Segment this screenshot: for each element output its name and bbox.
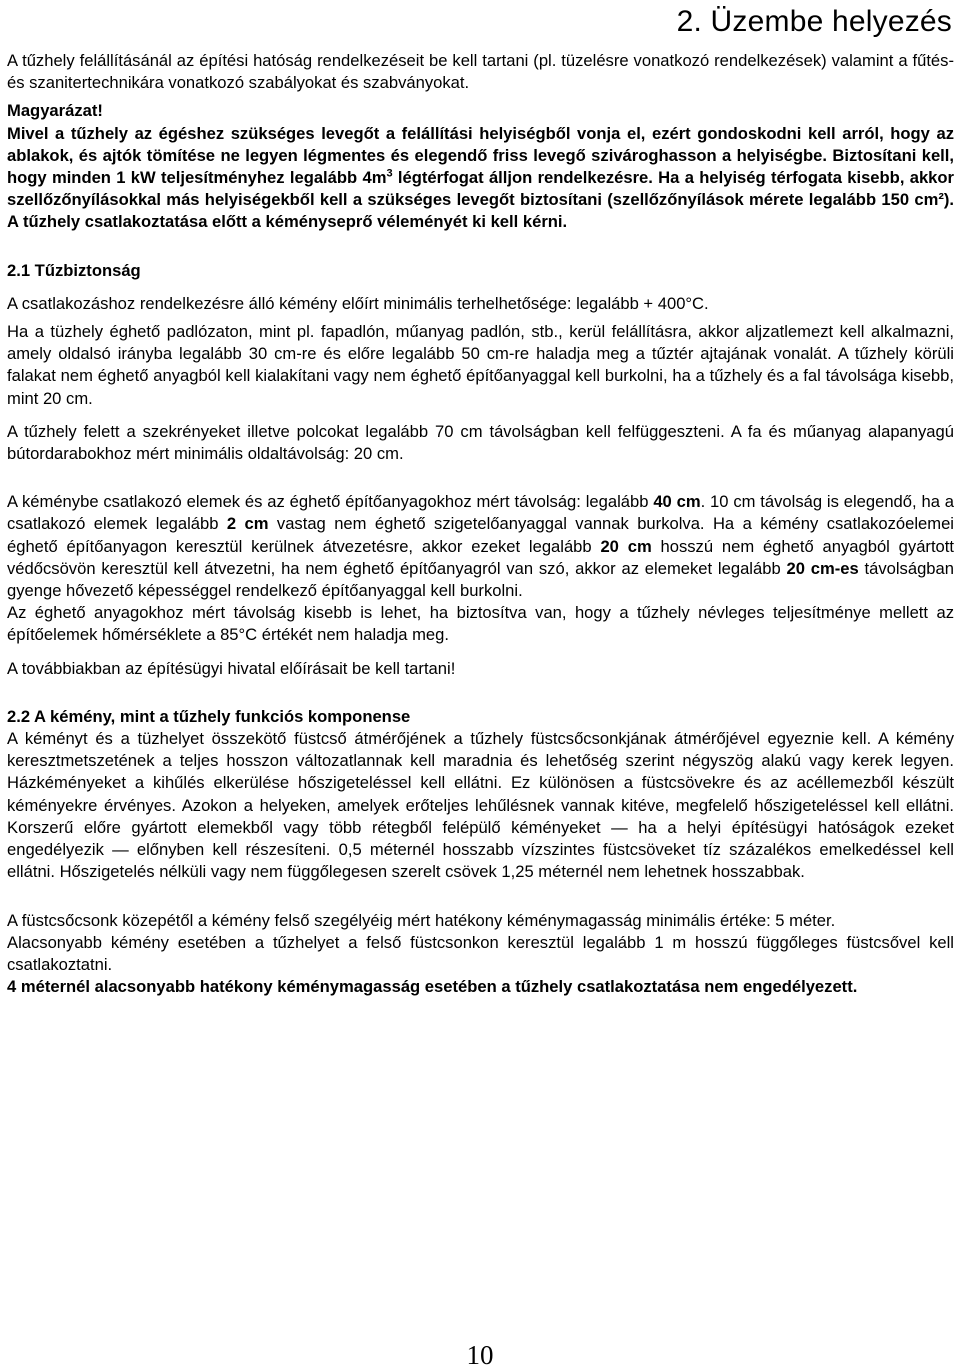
section-2-1-paragraph-6: A továbbiakban az építésügyi hivatal előírásait be kell tartani! [7,658,456,678]
section-2-2-paragraph-3: Alacsonyabb kémény esetében a tűzhelyet a felső füstcsonkon keresztül legalább 1 m hosszú függőleges füstcsővel kell csatlakoztatni. [7,932,954,974]
chapter-title: 2. Üzembe helyezés [676,5,952,38]
p4-text-i: távolságban gyenge hővezető képességgel rendelkező építőanyaggal kell burkolni. [7,558,954,601]
p4-value-40cm: 40 cm [653,492,701,512]
section-2-2-paragraph-4: 4 méternél alacsonyabb hatékony kéménymagasság esetében a tűzhely csatlakoztatása nem engedélyezett. [7,977,858,997]
superscript-exponent: 3 [386,167,393,180]
section-2-2-paragraph-1: A kéményt és a tüzhelyet összekötő füstcső átmérőjének a tűzhely füstcsőcsonkjának átmérőjével egyeznie kell. A kémény keresztmetszetének a teljes hosszon változatlannak kell maradnia és lehetőség szerint négyszög alakú vagy kerek legyen. Házkéményeket a kihűlés elkerülése hőszigeteléssel kell ellátni. Ez különösen a füstcsövekre és az acéllemezből készült kéményekre érvényes. Azokon a helyeken, amelyek erőteljes lehűlésnek vannak kitéve, megfelelő hőszigeteléssel kell ellátni. Korszerű előre gyártott elemekből vagy több rétegből felépülő kéményeket — ha a helyi építésügyi hatóságok ezeket engedélyezik — előnyben kell részesíteni. 0,5 méternél hosszabb vízszintes füstcsöveket tíz százalékos emelkedéssel kell ellátni. Hőszigetelés nélküli vagy nem függőlegesen szerelt csövek 1,25 méternél nem lehetnek hosszabbak. [7,729,954,882]
document-body [7,50,954,998]
section-2-1-paragraph-1: A csatlakozáshoz rendelkezésre álló kémény előírt minimális terhelhetősége: legalább + 400°C. [7,293,709,313]
explanation-heading: Magyarázat! [7,101,103,121]
section-2-1-paragraph-2: Ha a tüzhely éghető padlózaton, mint pl. fapadlón, műanyag padlón, stb., kerül felállításra, akkor aljzatlemezt kell alkalmazni, amely oldalsó irányba legalább 30 cm-re és előre legalább 50 cm-re haladja meg a tűztér ajtajának vonalát. A tűzhely körüli falakat nem éghető anyagból kell kialakítani vagy nem éghető építőanyaggal kell burkolni, ha a tűzhely és a fal távolsága kisebb, mint 20 cm. [7,322,954,408]
p4-value-2cm: 2 cm [226,514,269,534]
p4-text-a: A kéménybe csatlakozó elemek és az éghető építőanyagokhoz mért távolság: legalább [7,492,654,512]
p4-value-20cm: 20 cm [600,536,652,556]
p4-text-g: hosszú nem éghető anyagból gyártott védőcsövön keresztül kell átvezetni, ha nem éghető építőanyagról van szó, akkor az elemeket legalább [7,536,955,578]
section-2-1-paragraph-3: A tűzhely felett a szekrényeket illetve polcokat legalább 70 cm távolságban kell felfüggeszteni. A fa és műanyag alapanyagú bútordarabokhoz mért minimális oldaltávolság: 20 cm. [7,421,954,464]
section-2-1-paragraph-4 [7,491,954,602]
section-2-2-paragraph-2: A füstcsőcsonk közepétől a kémény felső szegélyéig mért hatékony kéménymagasság minimális értéke: 5 méter. [7,910,836,930]
explanation-text-b: légtérfogat álljon rendelkezésre. Ha a helyiség térfogata kisebb, akkor szellőzőnyílásokkal más helyiségekből kell a szükséges levegőt biztosítani (szellőzőnyílások mérete legalább 150 cm²). A tűzhely csatlakoztatása előtt a kéményseprő véleményét ki kell kérni. [7,168,955,232]
section-2-1-paragraph-5: Az éghető anyagokhoz mért távolság kisebb is lehet, ha biztosítva van, hogy a tűzhely névleges teljesítménye mellett az építőelemek hőmérséklete a 85°C értékét nem haladja meg. [7,603,954,645]
p4-text-e: vastag nem éghető szigetelőanyaggal vannak burkolva. Ha a kémény csatlakozóelemei éghető építőanyagon keresztül kerülnek átvezetésre, akkor ezeket legalább [7,514,954,556]
explanation-paragraph [7,123,954,234]
p4-text-c: . 10 cm távolság is elegendő, ha a csatlakozó elemek legalább [7,492,954,534]
page-number: 10 [466,1340,494,1370]
p4-value-20cm-es: 20 cm-es [786,558,859,578]
intro-paragraph: A tűzhely felállításánál az építési hatóság rendelkezéseit be kell tartani (pl. tüzelésre vonatkozó rendelkezések) valamint a fűtés- és szanitertechnikára vonatkozó szabályokat és szabványokat. [7,51,954,93]
section-2-2-heading: 2.2 A kémény, mint a tűzhely funkciós komponense [7,706,411,726]
explanation-text-a: Mivel a tűzhely az égéshez szükséges levegőt a felállítási helyiségből vonja el, ezért gondoskodni kell arról, hogy az ablakok, és ajtók tömítése ne legyen légmentes és elegendő friss levegő szivároghasson a helyiségbe. Biztosítani kell, hogy minden 1 kW teljesítményhez legalább 4m [7,123,954,188]
section-2-1-heading: 2.1 Tűzbiztonság [7,260,141,280]
